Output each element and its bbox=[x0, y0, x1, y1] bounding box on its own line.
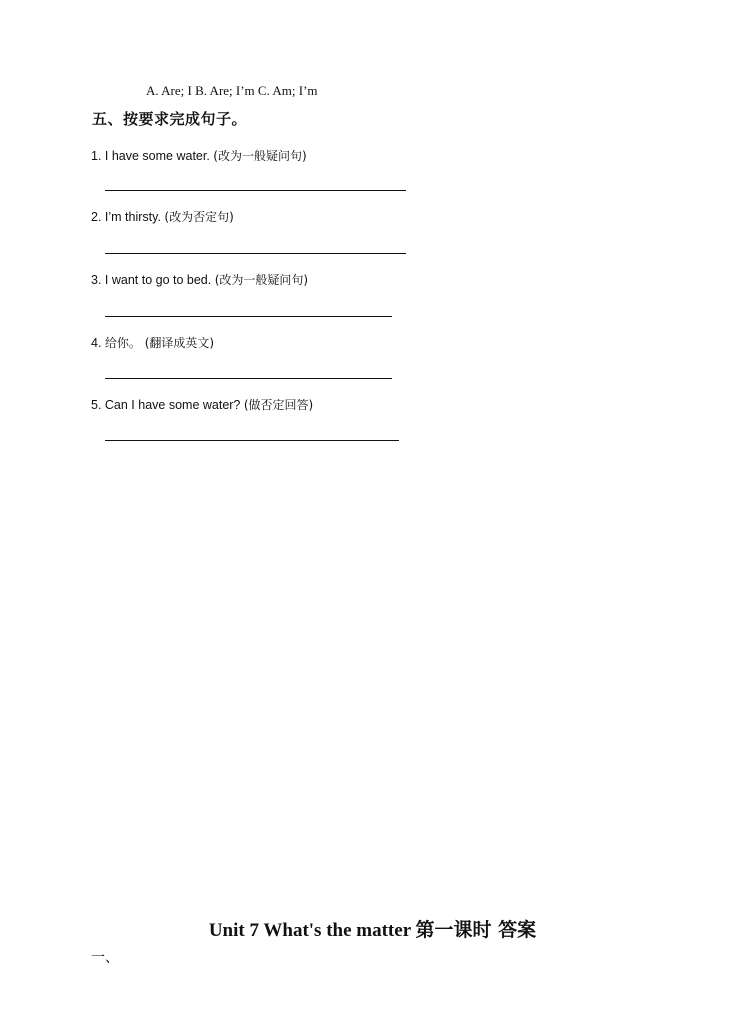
multiple-choice-options: A. Are; I B. Are; I’m C. Am; I’m bbox=[146, 83, 318, 98]
exercise-item-4 bbox=[91, 334, 214, 351]
answer-line-4[interactable] bbox=[105, 378, 392, 379]
exercise-instruction: (改为一般疑问句) bbox=[213, 149, 307, 163]
exercise-item-3 bbox=[91, 271, 308, 288]
exercise-item-2 bbox=[91, 208, 234, 225]
exercise-instruction: (做否定回答) bbox=[243, 398, 314, 412]
answer-key-title bbox=[0, 915, 745, 942]
section-one-heading: 一、 bbox=[91, 950, 119, 966]
exercise-item-5 bbox=[91, 396, 313, 413]
exercise-instruction: (改为一般疑问句) bbox=[214, 273, 309, 287]
exercise-instruction: 给你。 (翻译成英文) bbox=[104, 336, 215, 350]
answer-line-2[interactable] bbox=[105, 253, 406, 254]
exercise-text: 2. I’m thirsty. bbox=[91, 210, 165, 224]
answer-line-5[interactable] bbox=[105, 440, 399, 441]
answer-line-1[interactable] bbox=[105, 190, 406, 191]
answer-key-title-cn: 第一课时 答案 bbox=[415, 919, 537, 941]
answer-key-title-en: Unit 7 What's the matter bbox=[208, 920, 416, 941]
section-five-title: 五、按要求完成句子。 bbox=[92, 110, 248, 128]
exercise-text: 1. I have some water. bbox=[91, 149, 214, 163]
answer-line-3[interactable] bbox=[105, 316, 392, 317]
exercise-text: 3. I want to go to bed. bbox=[91, 273, 215, 287]
exercise-text: 4. bbox=[91, 336, 105, 350]
exercise-text: 5. Can I have some water? bbox=[91, 398, 244, 412]
exercise-item-1 bbox=[91, 147, 307, 164]
exercise-instruction: (改为否定句) bbox=[164, 210, 234, 224]
